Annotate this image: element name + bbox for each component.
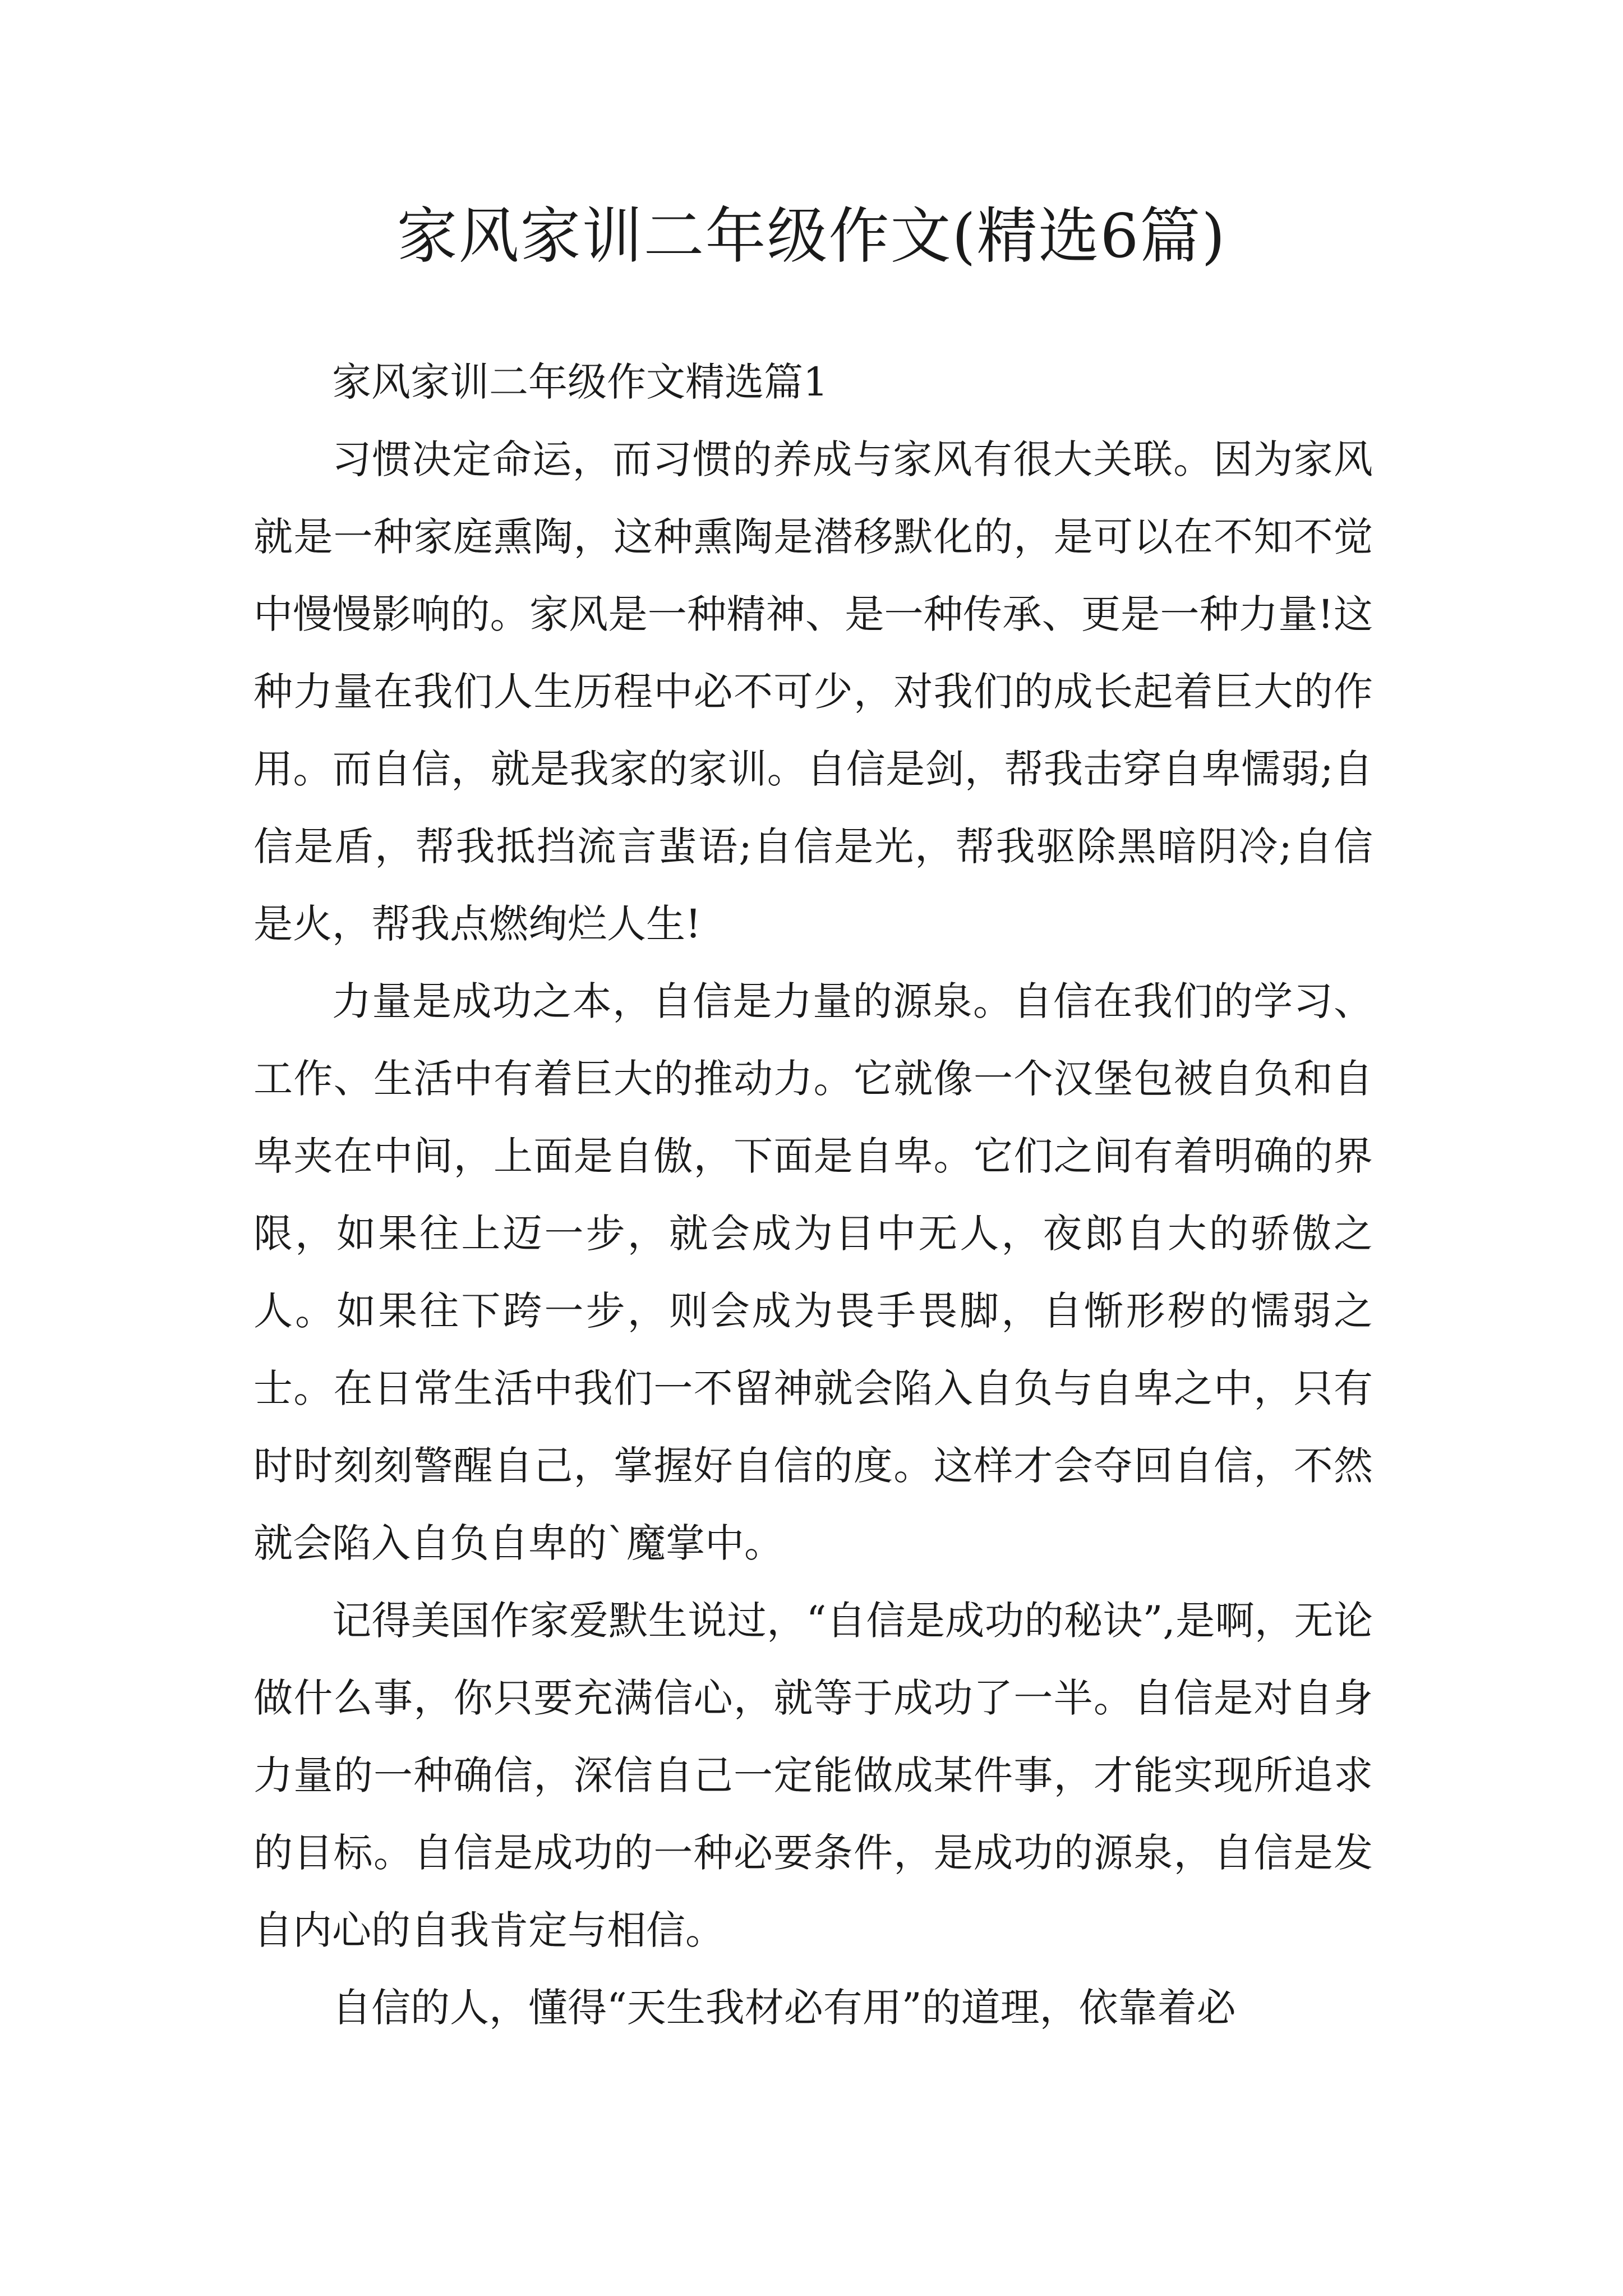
paragraph: 习惯决定命运，而习惯的养成与家风有很大关联。因为家风就是一种家庭熏陶，这种熏陶是潜移默化的，是可以在不知不觉中慢慢影响的。家风是一种精神、是一种传承、更是一种力量!这种力量在我们人生历程中必不可少，对我们的成长起着巨大的作用。而自信，就是我家的家训。自信是剑，帮我击穿自卑懦弱;自信是盾，帮我抵挡流言蜚语;自信是光，帮我驱除黑暗阴冷;自信是火，帮我点燃绚烂人生!	[253, 436, 1373, 947]
document-title: 家风家训二年级作文(精选6篇)	[396, 201, 1227, 272]
document-body	[253, 343, 1373, 2046]
paragraph: 力量是成功之本，自信是力量的源泉。自信在我们的学习、工作、生活中有着巨大的推动力。它就像一个汉堡包被自负和自卑夹在中间，上面是自傲，下面是自卑。它们之间有着明确的界限，如果往上迈一步，就会成为目中无人，夜郎自大的骄傲之人。如果往下跨一步，则会成为畏手畏脚，自惭形秽的懦弱之士。在日常生活中我们一不留神就会陷入自负与自卑之中，只有时时刻刻警醒自己，掌握好自信的度。这样才会夺回自信，不然就会陷入自负自卑的`魔掌中。	[253, 978, 1373, 1566]
paragraph: 记得美国作家爱默生说过，“自信是成功的秘诀”,是啊，无论做什么事，你只要充满信心，就等于成功了一半。自信是对自身力量的一种确信，深信自己一定能做成某件事，才能实现所追求的目标。自信是成功的一种必要条件，是成功的源泉，自信是发自内心的自我肯定与相信。	[253, 1598, 1373, 1953]
section-heading: 家风家训二年级作文精选篇1	[332, 359, 828, 405]
paragraph: 自信的人，懂得“天生我材必有用”的道理，依靠着必	[332, 1985, 1236, 2031]
